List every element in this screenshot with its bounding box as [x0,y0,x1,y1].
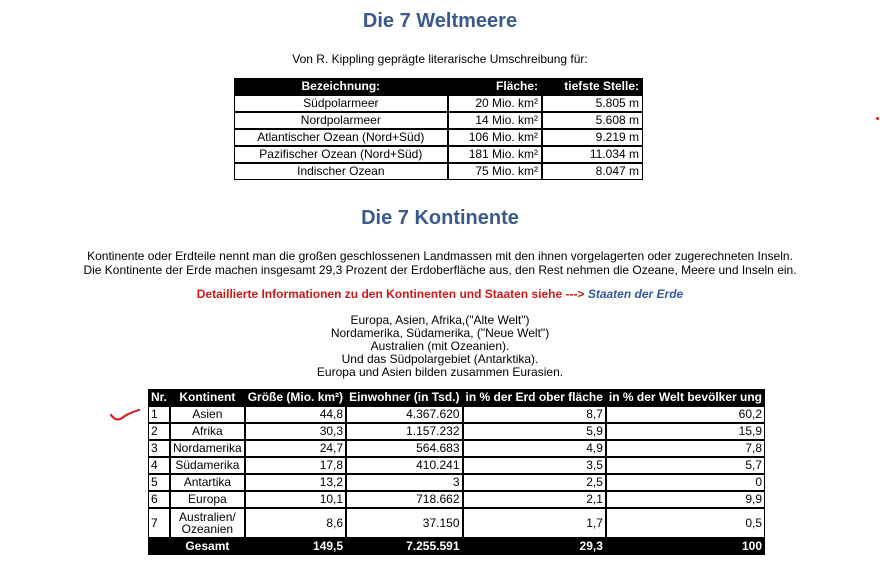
group-line: Australien (mit Ozeanien). [370,339,510,353]
total-population: 7.255.591 [346,538,462,555]
table-row [148,406,765,423]
total-nr [148,538,170,555]
total-row [148,538,765,555]
table-row [234,112,643,129]
header-nr: Nr. [148,389,170,406]
group-line: Europa und Asien bilden zusammen Eurasien. [316,365,564,379]
table-row [234,146,643,163]
cell-pct-population: 0,5 [606,508,765,538]
oceans-header-area: Fläche: [448,78,542,95]
continents-intro-line1: Kontinente oder Erdteile nennt man die großen geschlossenen Landmassen mit den ihnen vorgelagerten oder zugerechneten Inseln. [87,249,793,263]
cell-population: 3 [346,474,462,491]
cell-pct-surface: 1,7 [463,508,606,538]
cell-continent: Südamerika [170,457,245,474]
cell-pct-population: 9,9 [606,491,765,508]
table-row [234,95,643,112]
ocean-name: Indischer Ozean [234,163,448,180]
ocean-area: 181 Mio. km² [448,146,542,163]
table-row [148,491,765,508]
ocean-area: 20 Mio. km² [448,95,542,112]
cell-population: 37.150 [346,508,462,538]
cell-pct-population: 7,8 [606,440,765,457]
red-pen-annotation [108,406,142,426]
oceans-title: Die 7 Weltmeere [362,10,518,32]
group-line: Und das Südpolargebiet (Antarktika). [341,352,539,366]
cell-pct-surface: 2,5 [463,474,606,491]
cell-size: 10,1 [245,491,346,508]
total-pct-population: 100 [606,538,765,555]
cell-size: 17,8 [245,457,346,474]
group-line: Nordamerika, Südamerika, ("Neue Welt") [330,326,550,340]
cell-population: 564.683 [346,440,462,457]
oceans-header-name: Bezeichnung: [234,78,448,95]
cell-pct-population: 60,2 [606,406,765,423]
header-continent: Kontinent [170,389,245,406]
oceans-subtitle: Von R. Kippling geprägte literarische Umschreibung für: [292,52,588,66]
cell-size: 8,6 [245,508,346,538]
cell-pct-surface: 4,9 [463,440,606,457]
cell-continent: Asien [170,406,245,423]
table-row [148,457,765,474]
cell-population: 410.241 [346,457,462,474]
cell-pct-surface: 8,7 [463,406,606,423]
ocean-area: 75 Mio. km² [448,163,542,180]
continent-name-line2: Ozeanien [181,522,234,536]
cell-nr: 2 [148,423,170,440]
ocean-name: Pazifischer Ozean (Nord+Süd) [234,146,448,163]
ocean-depth: 5.805 m [542,95,643,112]
total-pct-surface: 29,3 [463,538,606,555]
cell-pct-population: 15,9 [606,423,765,440]
ocean-depth: 9.219 m [542,129,643,146]
header-size: Größe (Mio. km²) [245,389,346,406]
ocean-name: Südpolarmeer [234,95,448,112]
ocean-depth: 11.034 m [542,146,643,163]
cell-continent: Afrika [170,423,245,440]
cell-population: 1.157.232 [346,423,462,440]
ocean-area: 14 Mio. km² [448,112,542,129]
cell-continent: Nordamerika [170,440,245,457]
cell-size: 24,7 [245,440,346,457]
continent-name-line1: Australien/ [179,510,236,524]
table-row [148,474,765,491]
continents-intro-line2: Die Kontinente der Erde machen insgesamt 29,3 Prozent der Erdoberfläche aus, den Rest nehmen die Ozeane, Meere und Inseln ein. [83,263,797,277]
oceans-table [234,78,643,180]
table-row [234,129,643,146]
cell-nr: 7 [148,508,170,538]
cell-nr: 6 [148,491,170,508]
cell-nr: 5 [148,474,170,491]
continents-table [148,389,765,555]
ocean-area: 106 Mio. km² [448,129,542,146]
header-pct-surface: in % der Erd ober fläche [463,389,606,406]
continents-title: Die 7 Kontinente [361,207,519,229]
oceans-header-depth: tiefste Stelle: [542,78,643,95]
oceans-header-row [234,78,643,95]
cell-size: 30,3 [245,423,346,440]
table-row [234,163,643,180]
cell-size: 13,2 [245,474,346,491]
ocean-depth: 8.047 m [542,163,643,180]
cell-nr: 3 [148,440,170,457]
header-pct-population: in % der Welt bevölker ung [606,389,765,406]
table-row [148,423,765,440]
ocean-name: Nordpolarmeer [234,112,448,129]
cell-nr: 1 [148,406,170,423]
total-size: 149,5 [245,538,346,555]
ocean-depth: 5.608 m [542,112,643,129]
cell-nr: 4 [148,457,170,474]
group-line: Europa, Asien, Afrika,("Alte Welt") [350,313,530,327]
cell-population: 718.662 [346,491,462,508]
cell-continent: Europa [170,491,245,508]
info-line [0,287,880,301]
cell-pct-population: 0 [606,474,765,491]
cell-size: 44,8 [245,406,346,423]
cell-pct-surface: 5,9 [463,423,606,440]
cell-pct-population: 5,7 [606,457,765,474]
table-row [148,440,765,457]
cell-population: 4.367.620 [346,406,462,423]
header-population: Einwohner (in Tsd.) [346,389,462,406]
ocean-name: Atlantischer Ozean (Nord+Süd) [234,129,448,146]
red-dot-annotation [876,117,879,120]
continents-header-row [148,389,765,406]
info-text: Detaillierte Informationen zu den Kontinenten und Staaten siehe ---> [196,287,585,301]
cell-continent [170,508,245,538]
table-row [148,508,765,538]
cell-pct-surface: 2,1 [463,491,606,508]
total-label: Gesamt [170,538,245,555]
cell-continent: Antartika [170,474,245,491]
cell-pct-surface: 3,5 [463,457,606,474]
staaten-der-erde-link[interactable]: Staaten der Erde [587,287,684,301]
